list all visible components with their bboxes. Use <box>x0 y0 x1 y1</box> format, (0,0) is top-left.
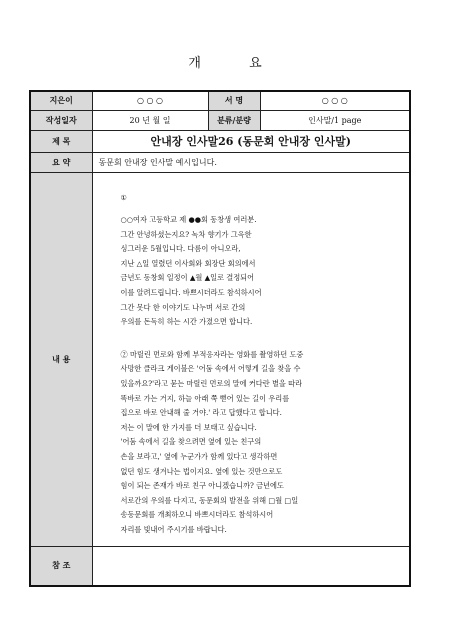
paragraph1-number: ① <box>120 192 127 202</box>
p1-line: 우의를 돈독히 하는 시간 가졌으면 합니다. <box>120 317 253 327</box>
content-body <box>92 172 410 546</box>
p1-line: 싱그러운 5월입니다. 다름이 아니오라, <box>120 244 241 254</box>
date-label: 작성일자 <box>30 110 92 130</box>
p1-line: 그간 안녕하셨는지요? 녹차 향기가 그윽한 <box>120 229 252 239</box>
author-value: ○ ○ ○ <box>92 91 208 110</box>
p2-line: 송동문회를 개최하오니 바쁘시더라도 참석하시어 <box>120 510 274 520</box>
category-value: 인사말/1 page <box>260 110 410 130</box>
p2-line: 똑바로 가는 거지, 하늘 아래 쭉 뻗어 있는 길이 우리를 <box>120 393 290 403</box>
p2-line: ② 마릴린 먼로와 함께 부적응자라는 영화를 촬영하던 도중 <box>120 349 304 359</box>
subject-value: 안내장 인사말26 (동문회 안내장 인사말) <box>92 130 410 152</box>
p2-line: 서로간의 우의를 다지고, 동문회의 발전을 위해 □월 □일 <box>120 495 299 505</box>
content-label: 내 용 <box>30 172 92 546</box>
signature-value: ○ ○ ○ <box>260 91 410 110</box>
p2-line: 자리를 빛내어 주시기를 바랍니다. <box>120 524 227 534</box>
p2-line: '어둠 속에서 길을 찾으려면 옆에 있는 친구의 <box>120 437 262 447</box>
p2-line: 저는 이 말에 한 가지를 더 보태고 싶습니다. <box>120 422 257 432</box>
p1-line: ○○여자 고등학교 제 ●●회 동창생 여러분. <box>120 215 257 225</box>
summary-label: 요 약 <box>30 152 92 172</box>
category-label: 분류/분량 <box>208 110 260 130</box>
p1-line: 그간 못다 한 이야기도 나누며 서로 간의 <box>120 302 246 312</box>
p2-line: 집으로 바로 안내해 줄 거야.' 라고 답했다고 합니다. <box>120 408 282 418</box>
p2-line: 손을 보라고,' 옆에 누군가가 함께 있다고 생각하면 <box>120 452 278 461</box>
p1-line: 이를 알려드립니다. 바쁘시더라도 참석하시어 <box>120 288 262 298</box>
subject-label: 제 목 <box>30 130 92 152</box>
p2-line: 없던 힘도 생겨나는 법이지요. 옆에 있는 것만으로도 <box>120 466 283 476</box>
p2-line: 힘이 되는 존재가 바로 친구 아니겠습니까? 금년에도 <box>120 481 284 491</box>
page-title: 개 요 <box>188 56 284 71</box>
reference-value <box>92 546 410 586</box>
p1-line: 지난 △일 열렸던 이사회와 회장단 회의에서 <box>120 258 256 268</box>
p2-line: 사망한 클라크 게이블은 '어둠 속에서 어떻게 길을 찾을 수 <box>120 364 301 374</box>
signature-label: 서 명 <box>208 91 260 110</box>
p2-line: 있을까요?'라고 묻는 마릴린 먼로의 말에 커다란 별을 따라 <box>120 379 303 389</box>
reference-label: 참 조 <box>30 546 92 586</box>
author-label: 지은이 <box>30 91 92 110</box>
summary-form <box>29 90 411 587</box>
date-value: 20 년 월 일 <box>92 110 208 130</box>
p1-line: 금년도 동창회 일정이 ▲월 ▲일로 결정되어 <box>120 273 255 283</box>
summary-value: 동문회 안내장 인사말 예시입니다. <box>92 152 410 172</box>
